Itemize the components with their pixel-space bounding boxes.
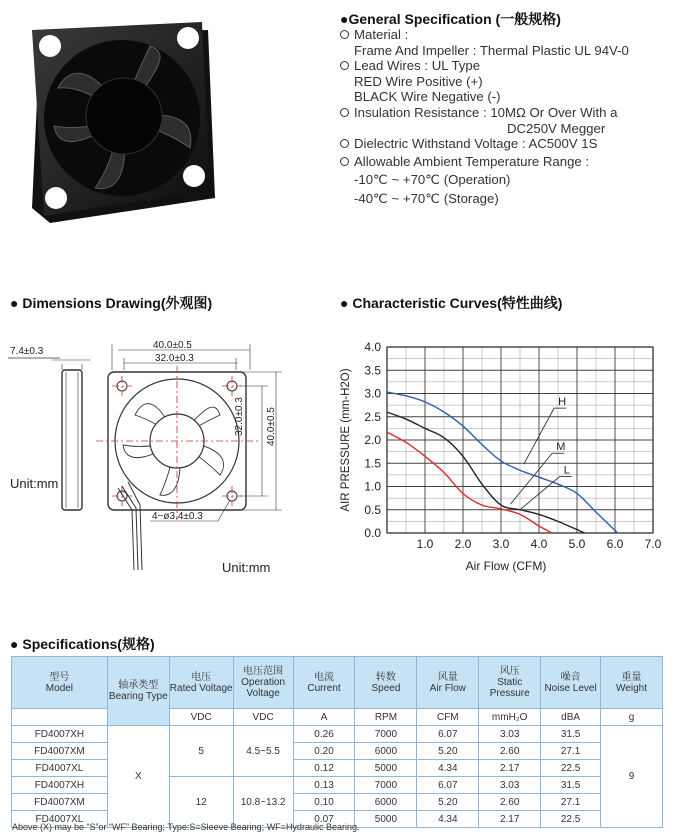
spec-line: Dielectric Withstand Voltage : AC500V 1S (354, 136, 598, 152)
x-tick-label: 3.0 (492, 537, 510, 551)
overall-height-dim: 40.0±0.5 (266, 407, 277, 446)
header-voltage: 电压 Rated Voltage (169, 657, 233, 709)
y-tick-label: 1.5 (364, 456, 381, 471)
y-tick-label: 2.0 (364, 433, 381, 447)
unit-cell: A (293, 709, 355, 726)
pressure-cell: 2.60 (479, 794, 541, 811)
speed-cell: 7000 (355, 777, 417, 794)
range-cell: 4.5~5.5 (233, 726, 293, 777)
pressure-cell: 2.60 (479, 743, 541, 760)
y-tick-label: 1.0 (364, 479, 381, 494)
model-cell: FD4007XL (12, 811, 108, 828)
series-label-l: L (563, 464, 570, 477)
dimensions-drawing (0, 330, 330, 580)
unit-label-right: Unit:mm (222, 560, 271, 575)
unit-cell (12, 709, 108, 726)
bullet-icon: ● (10, 295, 19, 311)
curves-title: Characteristic Curves (352, 295, 498, 311)
current-cell: 0.26 (293, 726, 355, 743)
speed-cell: 6000 (355, 743, 417, 760)
voltage-cell: 5 (169, 726, 233, 777)
header-op-voltage: 电压范围 Operation Voltage (233, 657, 293, 709)
header-current: 电流 Current (293, 657, 355, 709)
range-cell: 10.8~13.2 (233, 777, 293, 828)
specs-title: Specifications (22, 636, 118, 652)
general-spec-heading (340, 9, 561, 29)
circle-bullet-icon (340, 157, 349, 166)
spec-line: Frame And Impeller : Thermal Plastic UL 94V-0 (354, 42, 629, 58)
y-tick-label: 3.0 (364, 386, 381, 401)
specs-title-cn: (规格) (117, 636, 155, 652)
y-tick-label: 3.5 (364, 363, 381, 378)
speed-cell: 6000 (355, 794, 417, 811)
bullet-icon: ● (340, 11, 349, 27)
spec-line: BLACK Wire Negative (-) (354, 89, 501, 105)
dimensions-title: Dimensions Drawing (22, 295, 161, 311)
y-tick-label: 0.5 (364, 502, 381, 517)
callout-leader (511, 453, 553, 504)
y-tick-label: 4.0 (364, 340, 381, 354)
x-tick-label: 2.0 (454, 537, 472, 551)
holes-dim: 4−ø3.4±0.3 (152, 511, 203, 522)
model-cell: FD4007XH (12, 726, 108, 743)
speed-cell: 5000 (355, 760, 417, 777)
unit-label-left: Unit:mm (10, 476, 59, 491)
model-cell: FD4007XH (12, 777, 108, 794)
x-tick-label: 1.0 (416, 537, 434, 551)
series-label-m: M (556, 441, 566, 454)
series-line-m (387, 412, 585, 533)
header-bearing: 轴承类型 Bearing Type (107, 657, 169, 726)
circle-bullet-icon (340, 30, 349, 39)
callout-leader (520, 476, 560, 509)
spec-line: RED Wire Positive (+) (354, 73, 483, 89)
weight-cell: 9 (601, 726, 663, 828)
circle-bullet-icon (340, 108, 349, 117)
circle-bullet-icon (340, 139, 349, 148)
specs-heading (10, 634, 155, 654)
spec-line: Lead Wires : UL Type (354, 58, 481, 74)
spec-line: Allowable Ambient Temperature Range : (354, 153, 590, 169)
y-axis-label: AIR PRESSURE (mm-H2O) (340, 368, 352, 512)
speed-cell: 7000 (355, 726, 417, 743)
speed-cell: 5000 (355, 811, 417, 828)
header-noise: 噪音 Noise Level (541, 657, 601, 709)
x-axis-label: Air Flow (CFM) (465, 559, 547, 573)
dimensions-heading (10, 293, 212, 313)
bullet-icon: ● (340, 295, 349, 311)
table-row (12, 726, 663, 743)
current-cell: 0.07 (293, 811, 355, 828)
bearing-cell: X (107, 726, 169, 828)
thickness-dim: 7.4±0.3 (10, 346, 44, 357)
specs-table (11, 656, 663, 828)
spec-item-dielectric (340, 136, 670, 152)
spec-line: -10℃ ~ +70℃ (Operation) (354, 172, 511, 188)
pressure-cell: 3.03 (479, 726, 541, 743)
current-cell: 0.13 (293, 777, 355, 794)
unit-cell: dBA (541, 709, 601, 726)
pressure-cell: 3.03 (479, 777, 541, 794)
model-cell: FD4007XL (12, 760, 108, 777)
bullet-icon: ● (10, 636, 19, 652)
flow-cell: 5.20 (417, 743, 479, 760)
header-weight: 重量 Weight (601, 657, 663, 709)
spec-item-lead-wires (340, 58, 670, 105)
current-cell: 0.10 (293, 794, 355, 811)
flow-cell: 4.34 (417, 811, 479, 828)
table-header-row (12, 657, 663, 709)
x-tick-label: 4.0 (530, 537, 548, 551)
spec-item-insulation (340, 105, 670, 136)
x-tick-label: 7.0 (644, 537, 662, 551)
unit-cell: VDC (233, 709, 293, 726)
unit-cell: mmH₂O (479, 709, 541, 726)
general-spec-list (340, 27, 670, 207)
current-cell: 0.20 (293, 743, 355, 760)
characteristic-chart (335, 335, 670, 580)
noise-cell: 27.1 (541, 743, 601, 760)
series-line-h (387, 392, 618, 533)
table-footnote: Above (X) may be “S”or “WF” Bearing; Type:S=Sleeve Bearing; WF=Hydraulic Bearing. (12, 822, 360, 832)
pressure-cell: 2.17 (479, 811, 541, 828)
y-tick-label: 0.0 (364, 526, 381, 540)
fan-photo (10, 8, 225, 233)
flow-cell: 6.07 (417, 726, 479, 743)
pressure-cell: 2.17 (479, 760, 541, 777)
spec-line: -40℃ ~ +70℃ (Storage) (354, 190, 499, 206)
noise-cell: 31.5 (541, 777, 601, 794)
noise-cell: 31.5 (541, 726, 601, 743)
noise-cell: 22.5 (541, 811, 601, 828)
general-spec-title-cn: (一般规格) (495, 11, 561, 27)
header-pressure: 风压 Static Pressure (479, 657, 541, 709)
unit-cell: CFM (417, 709, 479, 726)
general-spec-title: General Specification (348, 11, 492, 27)
y-tick-label: 2.5 (364, 409, 381, 424)
current-cell: 0.12 (293, 760, 355, 777)
series-line-l (387, 432, 552, 533)
spec-line: DC250V Megger (507, 120, 606, 136)
curves-heading (340, 293, 562, 313)
noise-cell: 27.1 (541, 794, 601, 811)
voltage-cell: 12 (169, 777, 233, 828)
header-model: 型号 Model (12, 657, 108, 709)
unit-cell: VDC (169, 709, 233, 726)
flow-cell: 5.20 (417, 794, 479, 811)
unit-cell: RPM (355, 709, 417, 726)
spec-line: Material : (354, 27, 409, 42)
series-label-h: H (558, 396, 567, 409)
spec-line: Insulation Resistance : 10MΩ Or Over With a (354, 104, 618, 120)
noise-cell: 22.5 (541, 760, 601, 777)
dimensions-title-cn: (外观图) (160, 295, 213, 311)
model-cell: FD4007XM (12, 794, 108, 811)
x-tick-label: 6.0 (606, 537, 624, 551)
flow-cell: 4.34 (417, 760, 479, 777)
circle-bullet-icon (340, 61, 349, 70)
x-tick-label: 5.0 (568, 537, 586, 551)
flow-cell: 6.07 (417, 777, 479, 794)
hole-pitch-v-dim: 32.0±0.3 (234, 397, 245, 436)
hole-pitch-dim: 32.0±0.3 (155, 353, 194, 364)
header-airflow: 风量 Air Flow (417, 657, 479, 709)
unit-cell: g (601, 709, 663, 726)
spec-item-temperature (340, 154, 670, 207)
model-cell: FD4007XM (12, 743, 108, 760)
curves-title-cn: (特性曲线) (497, 295, 563, 311)
overall-width-dim: 40.0±0.5 (153, 340, 192, 351)
header-speed: 转数 Speed (355, 657, 417, 709)
spec-item-material (340, 27, 670, 58)
